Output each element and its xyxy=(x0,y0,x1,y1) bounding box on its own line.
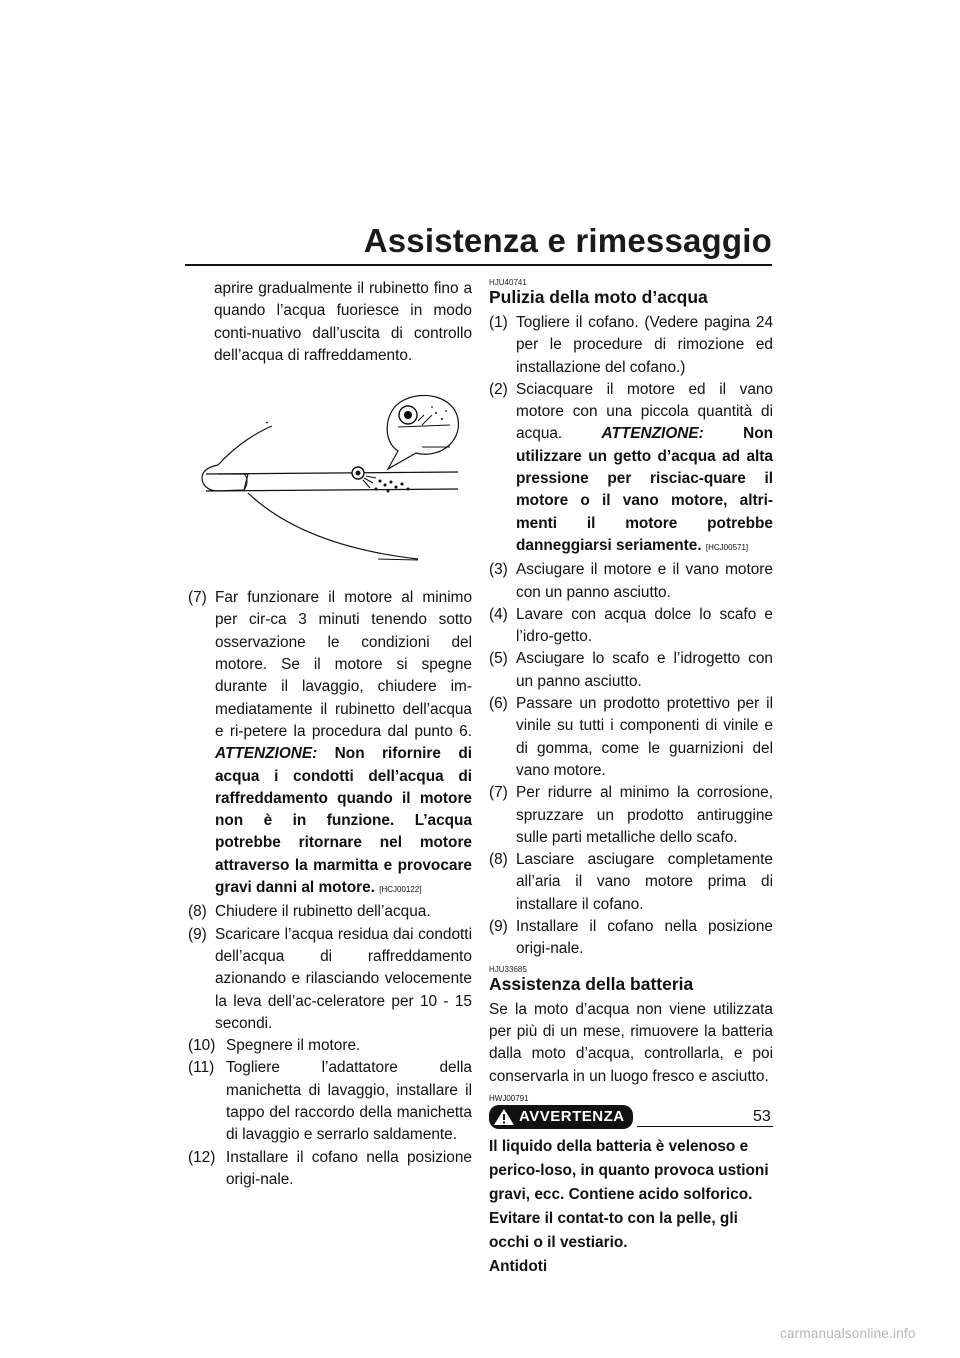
step-text: Far funzionare il motore al minimo per cir-ca 3 minuti tenendo sotto osservazione le condizioni del motore. Se il motore si spegne durante il lavaggio, chiudere im-mediatamente il rubinetto dell’acqua e ri-petere la procedura dal punto 6. xyxy=(215,589,472,740)
caution-code: [HCJ00122] xyxy=(379,885,422,895)
left-step-7 xyxy=(188,587,472,901)
caution-text: Non utilizzare un getto d’acqua ad alta pressione per risciac-quare il motore o il vano motore, altri-menti il motore potrebbe danneggiarsi seriamente. xyxy=(516,425,774,554)
right-step-4 xyxy=(489,604,773,649)
left-step-10 xyxy=(188,1035,472,1057)
step-number: (4) xyxy=(489,605,508,623)
step-text: Per ridurre al minimo la corrosione, spruzzare un prodotto antiruggine sulle parti metalliche dello scafo. xyxy=(516,784,773,846)
right-step-9 xyxy=(489,916,773,961)
step-text: Installare il cofano nella posizione origi-nale. xyxy=(516,918,773,958)
section-code: HJU33685 xyxy=(489,964,527,974)
left-step-8 xyxy=(188,901,472,923)
step-number: (6) xyxy=(489,695,508,713)
step-text: Asciugare lo scafo e l’idrogetto con un panno asciutto. xyxy=(516,650,773,690)
step-text: Asciugare il motore e il vano motore con un panno asciutto. xyxy=(516,561,773,601)
step-number: (2) xyxy=(489,380,508,398)
step-text: Togliere il cofano. (Vedere pagina 24 per le procedure di rimozione ed installazione del cofano.) xyxy=(516,314,773,376)
intro-paragraph: aprire gradualmente il rubinetto fino a quando l’acqua fuoriesce in modo conti-nuativo dall’uscita di controllo dell’acqua di raffreddamento. xyxy=(214,280,472,364)
step-number: (12) xyxy=(188,1148,216,1166)
watermark: carmanualsonline.info xyxy=(780,1326,916,1341)
caution-text: Non rifornire di acqua i condotti dell’acqua di raffreddamento quando il motore non è in funzione. L’acqua potrebbe ritornare nel motore attraverso la marmitta e provocare gravi danni al motore. xyxy=(215,745,472,897)
step-number: (7) xyxy=(188,589,207,607)
step-text: Spegnere il motore. xyxy=(226,1037,361,1055)
section-code: HJU40741 xyxy=(489,278,527,287)
warning-header xyxy=(489,1105,773,1129)
step-number: (3) xyxy=(489,561,508,579)
step-text: Lasciare asciugare completamente all’aria il vano motore prima di installare il cofano. xyxy=(516,851,773,913)
battery-paragraph: Se la moto d’acqua non viene utilizzata per più di un mese, rimuovere la batteria dalla moto d’acqua, controllarla, e poi conservarla in un luogo fresco e asciutto. xyxy=(489,1000,773,1085)
watercraft-flush-drawing xyxy=(188,381,472,567)
warning-badge xyxy=(489,1105,633,1129)
page-title: Assistenza e rimessaggio xyxy=(363,222,772,259)
right-step-3 xyxy=(489,559,773,604)
step-text: Togliere l’adattatore della manichetta di lavaggio, installare il tappo del raccordo della manichetta di lavaggio e serrarlo saldamente. xyxy=(226,1059,472,1144)
right-step-6 xyxy=(489,693,773,782)
warning-code: HWJ00791 xyxy=(489,1093,529,1103)
section-heading-cleaning: Pulizia della moto d’acqua xyxy=(489,287,708,307)
step-number: (9) xyxy=(489,918,508,936)
right-step-5 xyxy=(489,648,773,693)
step-number: (10) xyxy=(188,1037,216,1055)
caution-label: ATTENZIONE: xyxy=(215,745,318,763)
step-number: (5) xyxy=(489,650,508,668)
warning-text: Il liquido della batteria è velenoso e perico-loso, in quanto provoca ustioni gravi, ecc. Contiene acido solforico. Evitare il contat-to con la pelle, gli occhi o il vestiario. xyxy=(489,1138,769,1252)
flushing-illustration xyxy=(188,381,472,567)
warning-triangle-icon xyxy=(493,1108,515,1126)
step-text: Lavare con acqua dolce lo scafo e l’idro-getto. xyxy=(516,605,773,646)
warning-label: AVVERTENZA xyxy=(519,1107,625,1125)
step-number: (8) xyxy=(188,903,207,921)
right-step-1 xyxy=(489,312,773,379)
step-text: Installare il cofano nella posizione origi-nale. xyxy=(226,1148,472,1188)
step-text: Scaricare l’acqua residua dai condotti dell’acqua di raffreddamento azionando e rilasciando velocemente la leva dell’ac-celeratore per 10 - 15 secondi. xyxy=(215,925,472,1032)
step-number: (8) xyxy=(489,851,508,869)
right-step-2 xyxy=(489,379,773,559)
left-step-11 xyxy=(188,1057,472,1146)
left-step-9 xyxy=(188,924,472,1035)
step-number: (11) xyxy=(188,1059,215,1077)
right-step-8 xyxy=(489,849,773,916)
title-rule xyxy=(185,264,772,266)
step-text: Sciacquare il motore ed il vano motore con una piccola quantità di acqua. xyxy=(516,380,773,443)
step-text: Chiudere il rubinetto dell’acqua. xyxy=(215,903,431,921)
caution-label: ATTENZIONE: xyxy=(601,425,704,443)
step-text: Passare un prodotto protettivo per il vinile su tutti i componenti di vinile e di gomma, come le guarnizioni del vano motore. xyxy=(516,695,773,779)
left-column xyxy=(188,278,472,1191)
left-step-12 xyxy=(188,1147,472,1192)
right-column xyxy=(489,278,773,1279)
page-number: 53 xyxy=(753,1108,771,1125)
step-number: (7) xyxy=(489,784,508,802)
right-step-7 xyxy=(489,782,773,849)
warning-antidotes: Antidoti xyxy=(489,1258,548,1276)
step-number: (1) xyxy=(489,314,508,331)
caution-code: [HCJ00571] xyxy=(705,542,749,552)
warning-rule xyxy=(637,1126,773,1127)
step-number: (9) xyxy=(188,925,207,943)
section-heading-battery: Assistenza della batteria xyxy=(489,973,694,994)
